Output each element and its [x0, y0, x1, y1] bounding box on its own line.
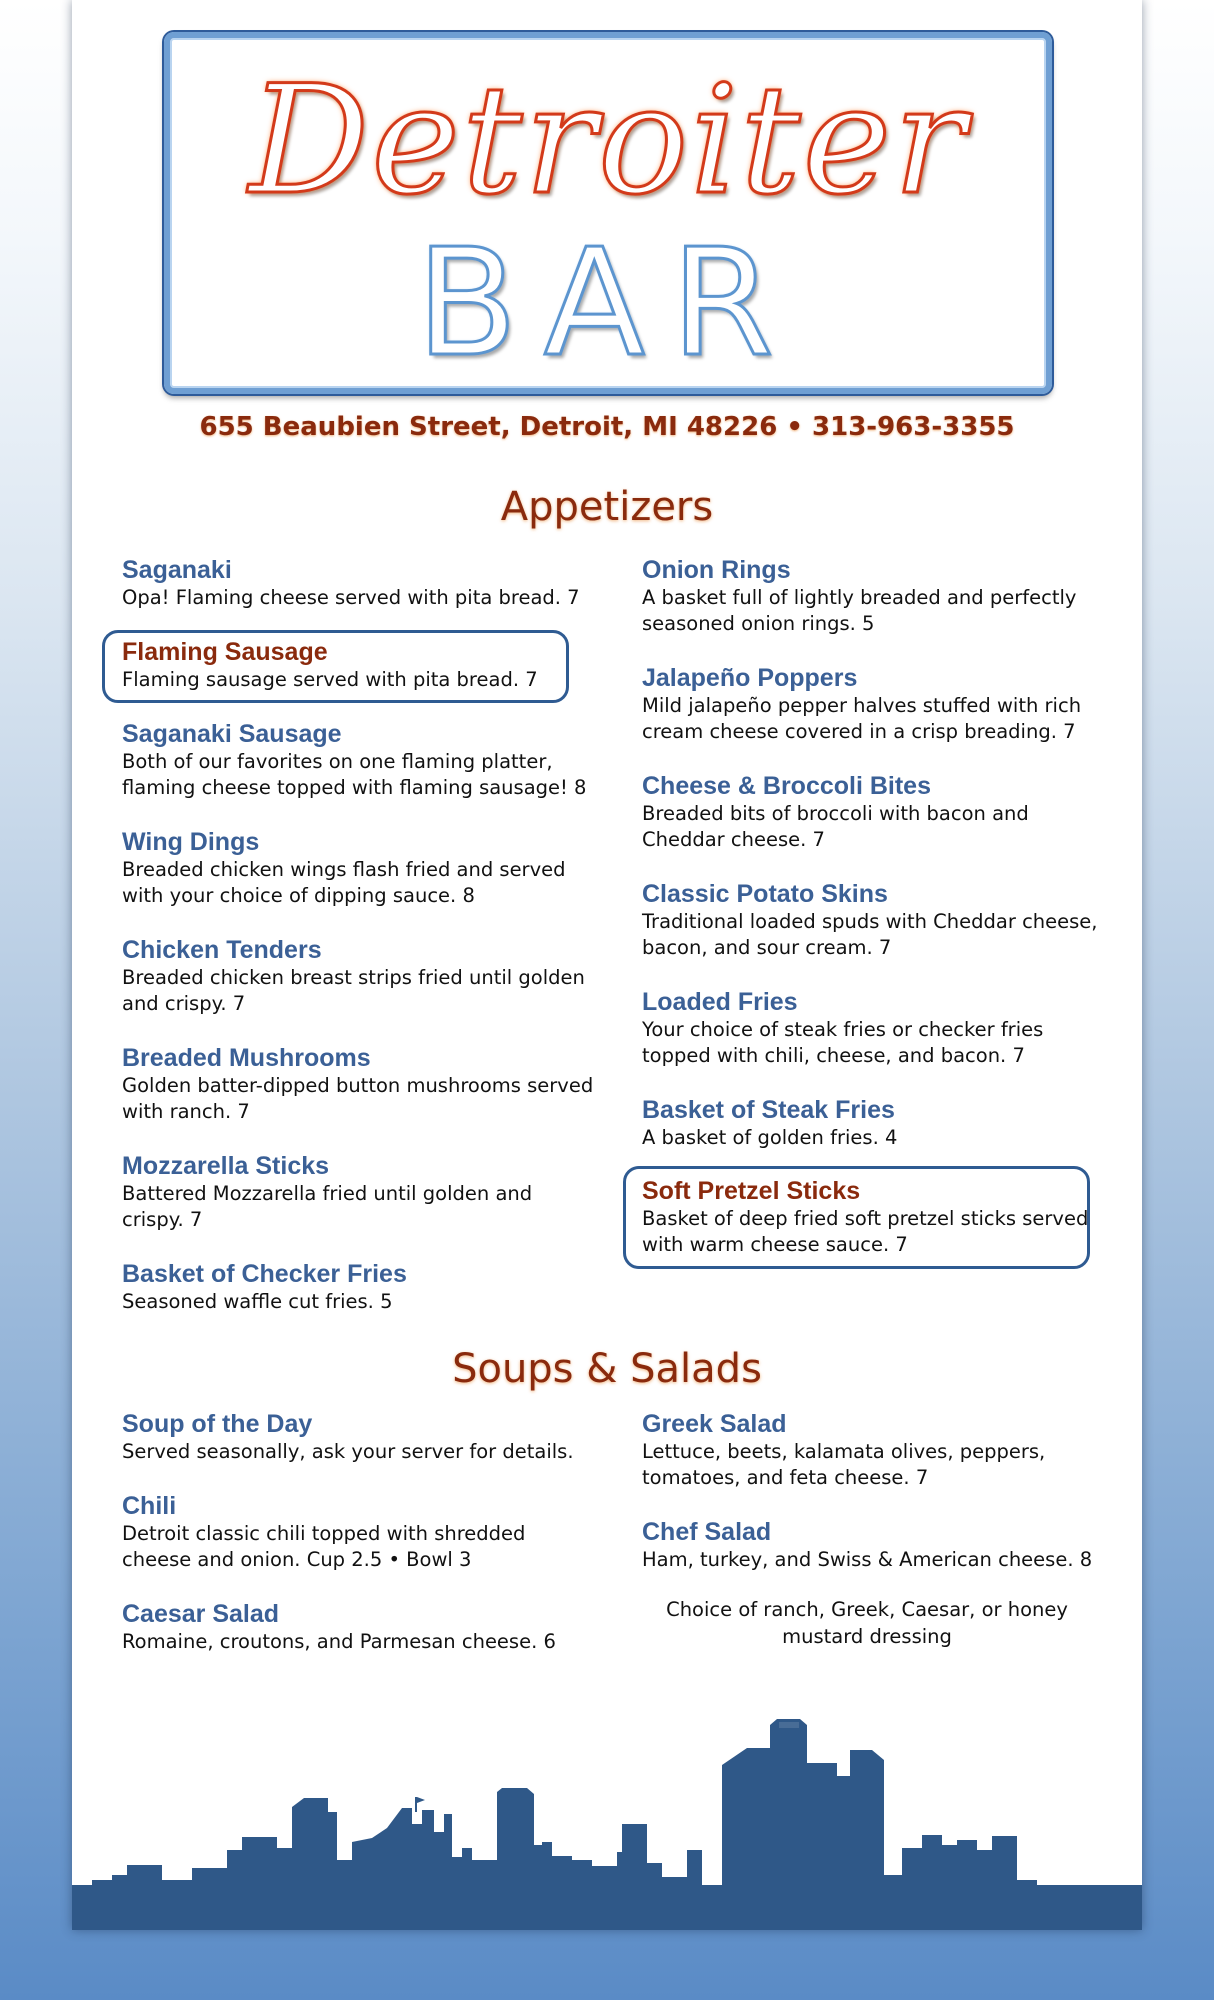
item-name: Loaded Fries: [642, 988, 798, 1016]
item-name: Cheese & Broccoli Bites: [642, 772, 931, 800]
menu-item: [642, 663, 1117, 745]
item-name: Mozzarella Sticks: [122, 1152, 330, 1180]
item-description: Opa! Flaming cheese served with pita bread. 7: [122, 586, 580, 609]
item-name: Flaming Sausage: [122, 638, 328, 666]
item-name: Soft Pretzel Sticks: [642, 1177, 861, 1205]
item-description: Ham, turkey, and Swiss & American cheese. 8: [642, 1548, 1093, 1571]
item-description: Your choice of steak fries or checker fries topped with chili, cheese, and bacon. 7: [642, 1018, 1044, 1067]
item-description: Traditional loaded spuds with Cheddar cheese, bacon, and sour cream. 7: [642, 910, 1098, 959]
menu-item: [642, 879, 1117, 961]
item-description: A basket full of lightly breaded and perfectly seasoned onion rings. 5: [642, 586, 1077, 635]
menu-item-featured: [642, 1176, 1117, 1258]
menu-item: [122, 1599, 597, 1655]
item-name: Basket of Steak Fries: [642, 1096, 895, 1124]
menu-item: [642, 1409, 1117, 1491]
item-name: Caesar Salad: [122, 1600, 280, 1628]
menu-item: [122, 719, 597, 801]
menu-item: [642, 555, 1117, 637]
menu-item: [642, 771, 1117, 853]
item-description: Both of our favorites on one flaming platter, flaming cheese topped with flaming sausage! 8: [122, 750, 587, 799]
item-name: Wing Dings: [122, 828, 260, 856]
item-description: Seasoned waffle cut fries. 5: [122, 1290, 393, 1313]
logo-neon-sign: [164, 32, 1052, 394]
item-description: Detroit classic chili topped with shredded cheese and onion. Cup 2.5 • Bowl 3: [122, 1522, 526, 1571]
logo-word-bar: BAR: [416, 217, 800, 389]
detroit-skyline-graphic: [72, 1680, 1142, 1930]
item-name: Saganaki Sausage: [122, 720, 342, 748]
menu-page: [72, 0, 1142, 1930]
soups-salads-title: Soups & Salads: [452, 1346, 762, 1392]
item-description: A basket of golden fries. 4: [642, 1126, 898, 1149]
item-description: Breaded chicken wings flash fried and served with your choice of dipping sauce. 8: [122, 858, 566, 907]
item-description: Lettuce, beets, kalamata olives, peppers, tomatoes, and feta cheese. 7: [642, 1440, 1046, 1489]
item-description: Mild jalapeño pepper halves stuffed with rich cream cheese covered in a crisp breading. 7: [642, 694, 1082, 743]
item-name: Onion Rings: [642, 556, 791, 584]
address-phone: 655 Beaubien Street, Detroit, MI 48226 • 313-963-3355: [199, 412, 1015, 442]
appetizers-title: Appetizers: [500, 484, 714, 530]
item-name: Soup of the Day: [122, 1410, 313, 1438]
menu-item: [122, 555, 597, 611]
menu-item: [122, 1151, 597, 1233]
menu-item: [122, 1491, 597, 1573]
item-description: Battered Mozzarella fried until golden and crispy. 7: [122, 1182, 533, 1231]
menu-item: [122, 1409, 597, 1465]
logo-word-detroiter: Detroiter: [248, 54, 968, 228]
menu-item: [642, 1095, 1117, 1151]
item-name: Chef Salad: [642, 1518, 772, 1546]
menu-item: [122, 1043, 597, 1125]
item-description: Basket of deep fried soft pretzel sticks served with warm cheese sauce. 7: [642, 1207, 1089, 1256]
menu-item: [642, 1517, 1117, 1573]
menu-item-featured: [122, 637, 597, 693]
item-description: Flaming sausage served with pita bread. 7: [122, 668, 538, 691]
item-name: Greek Salad: [642, 1410, 787, 1438]
item-name: Classic Potato Skins: [642, 880, 888, 908]
menu-item: [642, 987, 1117, 1069]
menu-item: [122, 935, 597, 1017]
item-name: Basket of Checker Fries: [122, 1260, 407, 1288]
item-description: Served seasonally, ask your server for details.: [122, 1440, 574, 1463]
item-name: Saganaki: [122, 556, 232, 584]
dressing-note: Choice of ranch, Greek, Caesar, or honey mustard dressing: [666, 1598, 1068, 1648]
menu-item: [122, 827, 597, 909]
item-name: Chicken Tenders: [122, 936, 322, 964]
item-name: Chili: [122, 1492, 177, 1520]
item-name: Jalapeño Poppers: [642, 664, 858, 692]
item-description: Breaded bits of broccoli with bacon and Cheddar cheese. 7: [642, 802, 1029, 851]
item-description: Romaine, croutons, and Parmesan cheese. 6: [122, 1630, 556, 1653]
menu-item: [122, 1259, 597, 1315]
item-name: Breaded Mushrooms: [122, 1044, 371, 1072]
item-description: Breaded chicken breast strips fried until golden and crispy. 7: [122, 966, 585, 1015]
item-description: Golden batter-dipped button mushrooms served with ranch. 7: [122, 1074, 594, 1123]
